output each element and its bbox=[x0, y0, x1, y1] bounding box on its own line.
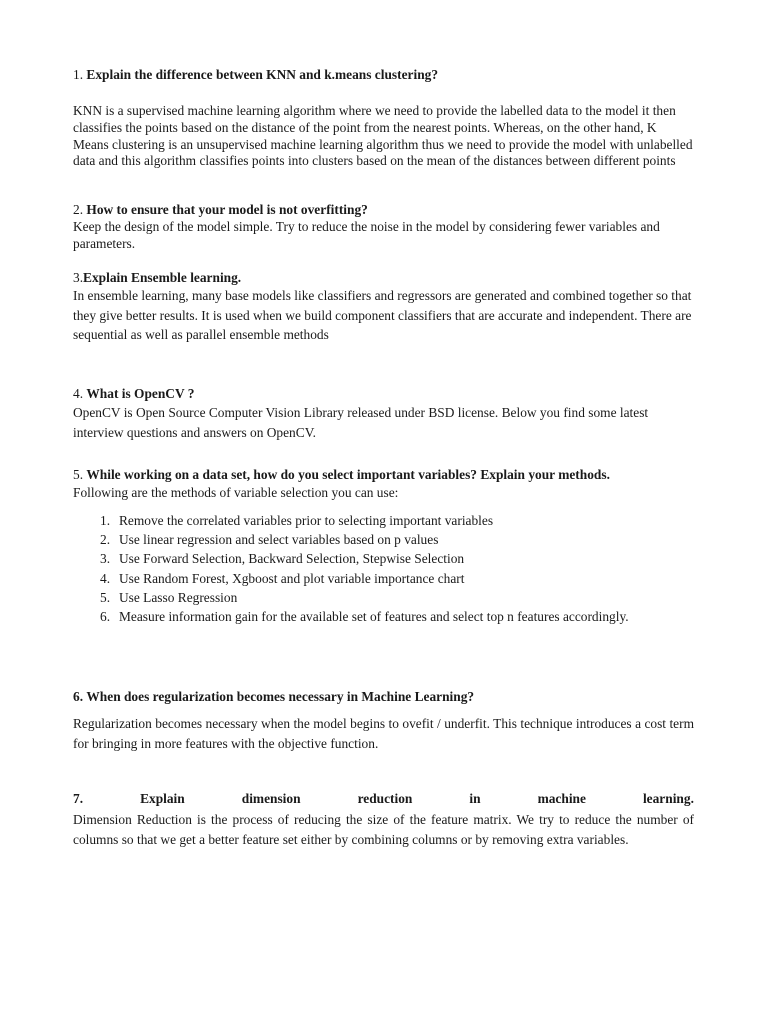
list-item bbox=[100, 549, 694, 568]
list-item-number: 6. bbox=[100, 609, 111, 625]
list-item-number: 4. bbox=[100, 570, 111, 586]
question-2-number: 2. bbox=[73, 202, 84, 217]
question-1-number: 1. bbox=[73, 67, 84, 82]
list-item bbox=[100, 530, 694, 549]
question-6-heading bbox=[73, 689, 474, 706]
question-4-answer: OpenCV is Open Source Computer Vision Library released under BSD license. Below you find some latest interview questions and answers on OpenCV. bbox=[73, 405, 649, 440]
question-1-title: Explain the difference between KNN and k.means clustering? bbox=[86, 67, 439, 82]
question-6-number: 6. bbox=[73, 689, 84, 704]
list-item-number: 2. bbox=[100, 532, 111, 548]
question-7-answer: Dimension Reduction is the process of reducing the size of the feature matrix. We try to reduce the number of columns so that we get a better feature set either by combining columns or by removing extra variables. bbox=[73, 812, 694, 847]
list-item-text: Use Random Forest, Xgboost and plot variable importance chart bbox=[119, 570, 465, 586]
variable-selection-methods-list bbox=[73, 511, 694, 626]
list-item-text: Remove the correlated variables prior to selecting important variables bbox=[119, 513, 494, 528]
question-5-heading bbox=[73, 467, 610, 484]
question-7-word: learning. bbox=[642, 791, 694, 806]
question-7-word: reduction bbox=[357, 791, 413, 806]
list-item-text: Use linear regression and select variables based on p values bbox=[119, 532, 439, 548]
question-4-heading bbox=[73, 386, 194, 403]
list-item-text: Measure information gain for the available set of features and select top n features accordingly. bbox=[119, 609, 629, 625]
list-item-number: 3. bbox=[100, 551, 111, 567]
list-item bbox=[100, 588, 694, 607]
question-7-word: machine bbox=[537, 791, 586, 806]
question-1-heading bbox=[73, 67, 438, 84]
question-3-answer: In ensemble learning, many base models like classifiers and regressors are generated and combined together so that they give better results. It is used when we build component classifiers that are accurate and independent. There are sequential as well as parallel ensemble methods bbox=[73, 288, 692, 342]
list-item bbox=[100, 607, 694, 626]
question-5-title: While working on a data set, how do you select important variables? Explain your methods. bbox=[86, 467, 610, 482]
question-4-title: What is OpenCV ? bbox=[86, 386, 195, 401]
question-3-number: 3. bbox=[73, 270, 84, 285]
question-7-word: in bbox=[469, 791, 481, 806]
question-7-number: 7. bbox=[73, 791, 84, 806]
list-item-text: Use Forward Selection, Backward Selection, Stepwise Selection bbox=[119, 551, 465, 567]
question-6-answer: Regularization becomes necessary when the model begins to ovefit / underfit. This technique introduces a cost term for bringing in more features with the objective function. bbox=[73, 716, 694, 751]
question-2-title: How to ensure that your model is not overfitting? bbox=[86, 202, 368, 217]
question-2-answer: Keep the design of the model simple. Try to reduce the noise in the model by considering fewer variables and parameters. bbox=[73, 219, 660, 251]
question-7-word: dimension bbox=[241, 791, 301, 806]
list-item-number: 1. bbox=[100, 513, 111, 528]
question-5-intro: Following are the methods of variable selection you can use: bbox=[73, 485, 399, 500]
question-1-answer: KNN is a supervised machine learning algorithm where we need to provide the labelled data to the model it then classifies the points based on the distance of the point from the nearest points. Whereas, on the other hand, K Means clustering is an unsupervised machine learning algorithm thus we need to provide the model with unlabelled data and this algorithm classifies points into clusters based on the mean of the distances between different points bbox=[73, 103, 693, 169]
question-4-number: 4. bbox=[73, 386, 84, 401]
question-2-heading bbox=[73, 202, 368, 219]
question-3-title: Explain Ensemble learning. bbox=[83, 270, 242, 285]
list-item bbox=[100, 569, 694, 588]
list-item-number: 5. bbox=[100, 589, 111, 605]
list-item bbox=[100, 511, 694, 530]
question-7-heading bbox=[73, 791, 694, 808]
question-3-heading bbox=[73, 270, 241, 287]
question-6-title: When does regularization becomes necessary in Machine Learning? bbox=[86, 689, 475, 704]
question-5-number: 5. bbox=[73, 467, 84, 482]
list-item-text: Use Lasso Regression bbox=[119, 589, 238, 605]
question-7-word: Explain bbox=[140, 791, 185, 806]
